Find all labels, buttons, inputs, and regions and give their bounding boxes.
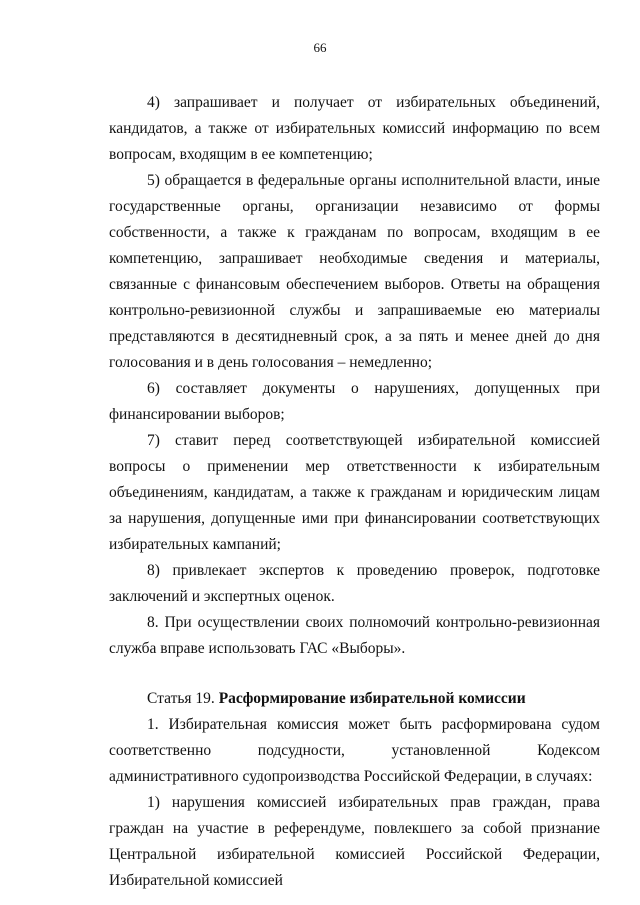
article-heading <box>109 686 600 712</box>
paragraph-item-4: 4) запрашивает и получает от избирательных объединений, кандидатов, а также от избирательных комиссий информацию по всем вопросам, входящим в ее компетенцию; <box>109 94 600 163</box>
document-body <box>109 90 600 894</box>
article-label: Статья 19. <box>147 690 219 707</box>
paragraph-clause-8: 8. При осуществлении своих полномочий контрольно-ревизионная служба вправе использовать ГАС «Выборы». <box>109 614 600 657</box>
paragraph-item-8: 8) привлекает экспертов к проведению проверок, подготовке заключений и экспертных оценок. <box>109 562 600 605</box>
paragraph-subclause-1: 1) нарушения комиссией избирательных прав граждан, права граждан на участие в референдуме, повлекшего за собой признание Центральной избирательной комиссией Российской Федерации, Избирательной комиссией <box>109 794 600 889</box>
paragraph-clause-1: 1. Избирательная комиссия может быть расформирована судом соответственно подсудности, установленной Кодексом административного судопроизводства Российской Федерации, в случаях: <box>109 716 600 785</box>
article-title: Расформирование избирательной комиссии <box>218 690 526 707</box>
page-number: 66 <box>313 40 327 55</box>
paragraph-item-6: 6) составляет документы о нарушениях, допущенных при финансировании выборов; <box>109 380 600 423</box>
paragraph-item-5: 5) обращается в федеральные органы исполнительной власти, иные государственные органы, организации независимо от формы собственности, а также к гражданам по вопросам, входящим в ее компетенцию, запрашивает необходимые сведения и материалы, связанные с финансовым обеспечением выборов. Ответы на обращения контрольно-ревизионной службы и запрашиваемые ею материалы представляются в десятидневный срок, а за пять и менее дней до дня голосования и в день голосования – немедленно; <box>109 172 600 371</box>
paragraph-item-7: 7) ставит перед соответствующей избирательной комиссией вопросы о применении мер ответственности к избирательным объединениям, кандидатам, а также к гражданам и юридическим лицам за нарушения, допущенные ими при финансировании соответствующих избирательных кампаний; <box>109 432 600 553</box>
